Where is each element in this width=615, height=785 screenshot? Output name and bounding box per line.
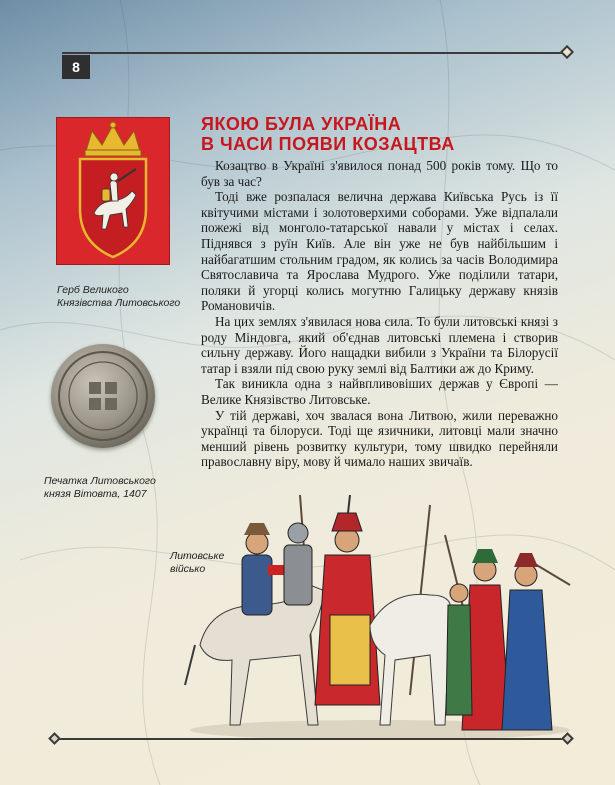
paragraph: Козацтво в Україні з'явилося понад 500 років тому. Що то був за час? <box>201 158 558 189</box>
paragraph: Так виникла одна з найвпливовіших держав у Європі — Велике Князівство Литовське. <box>201 376 558 407</box>
coat-caption <box>57 284 180 310</box>
coat-of-arms-image <box>56 117 170 265</box>
rider-blue-icon <box>242 523 290 615</box>
chapter-title <box>201 114 581 154</box>
soldier-blue-icon <box>502 553 552 730</box>
seal-caption <box>44 475 156 501</box>
body-text <box>201 158 558 470</box>
paragraph: У тій державі, хоч звалася вона Литвою, жили переважно українці та білоруси. Тоді ще язичники, литовці мали значно менший рівень розвитку культури, тому швидко перейняли православну віру, мову й чимало наших звичаїв. <box>201 407 558 470</box>
top-rule <box>62 52 567 54</box>
chapter-title-line2: В ЧАСИ ПОЯВИ КОЗАЦТВА <box>201 134 455 154</box>
coat-caption-line2: Князівства Литовського <box>57 297 181 309</box>
seal-caption-line2: князя Вітовта, 1407 <box>44 488 147 500</box>
chapter-title-line1: ЯКОЮ БУЛА УКРАЇНА <box>201 114 402 134</box>
coat-caption-line1: Герб Великого <box>57 284 129 296</box>
lithuanian-army-illustration <box>180 495 575 740</box>
paragraph: Тоді вже розпалася велична держава Київська Русь із її квітучими містами і золотоверхими соборами. Уже відпалали пожежі від монголо-татарської навали у містах і селах. Піднявся з руїн Київ. Але він уже не був найбільшим і найбагатшим стольним градом, як колись за часів Володимира Святославича та Ярослава Мудрого. Уже поділили татари, поляки й угорці колись могутню Галицьку державу князів Романовичів. <box>201 189 558 314</box>
bottom-rule <box>58 738 568 740</box>
army-caption-line1: Литовське <box>170 550 225 562</box>
army-caption-line2: військо <box>170 563 206 575</box>
seal-emblem-icon <box>89 382 117 410</box>
paragraph: На цих землях з'явилася нова сила. То були литовські князі з роду Міндовга, який об'єднав литовські племена і створив сильну державу. Його нащадки вибили з України та Білорусії татар і взяли під свою руку землі від Балтики аж до Криму. <box>201 313 558 376</box>
seal-caption-line1: Печатка Литовського <box>44 475 156 487</box>
seal-image <box>51 344 155 448</box>
noble-red-icon <box>315 495 380 705</box>
horse-white-icon <box>370 594 451 725</box>
crown-icon <box>85 122 141 156</box>
page-number: 8 <box>62 55 90 79</box>
rider-armored-icon <box>284 523 312 605</box>
